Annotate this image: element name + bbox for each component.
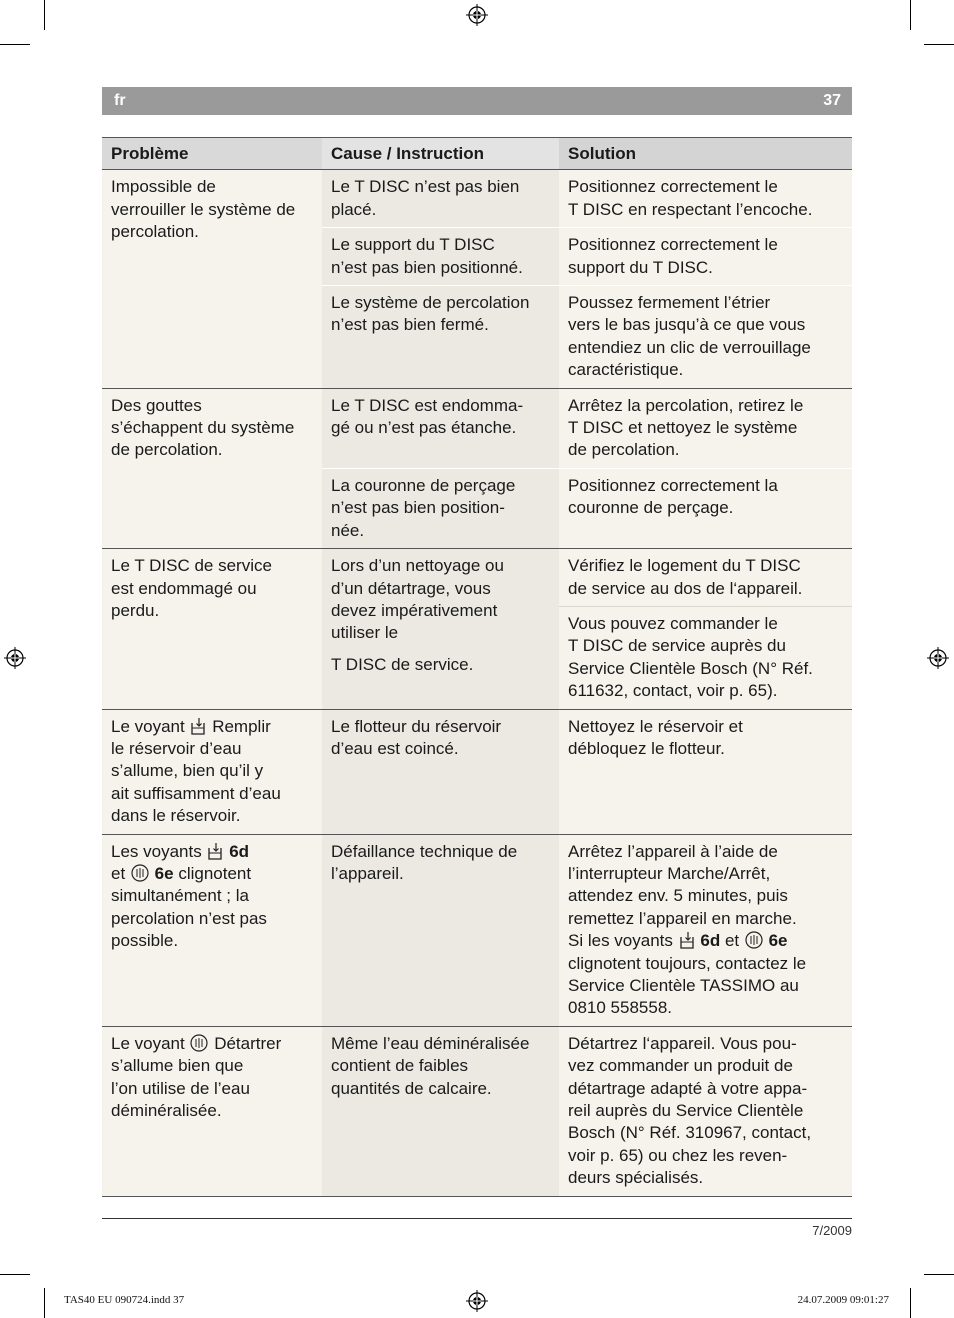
problem-cell: Le voyant Remplir le réservoir d’eau s’allume, bien qu’il y ait suffisamment d’eau dans le réservoir. [102, 709, 322, 834]
cause-cell: Le T DISC n’est pas bien placé. [322, 170, 559, 228]
table-row [102, 170, 852, 228]
solution-cell: Détartrez l‘appareil. Vous pou- vez commander un produit de détartrage adapté à votre appa- reil auprès du Service Clientèle Bosch (N° Réf. 310967, contact, voir p. 65) ou chez les reven- deurs spécialisés. [559, 1026, 852, 1196]
table-header-row [102, 138, 852, 170]
table-row [102, 549, 852, 607]
registration-mark-icon [466, 1290, 488, 1312]
fill-water-tank-icon [679, 931, 695, 949]
problem-cell: Des gouttes s’échappent du système de percolation. [102, 388, 322, 548]
descale-icon [745, 931, 763, 949]
crop-mark [924, 1274, 954, 1275]
cause-cell: Le T DISC est endomma- gé ou n’est pas étanche. [322, 388, 559, 468]
crop-mark [0, 1274, 30, 1275]
table-row [102, 388, 852, 468]
print-slug-filename: TAS40 EU 090724.indd 37 [64, 1294, 185, 1306]
footer-date: 7/2009 [812, 1223, 852, 1238]
crop-mark [924, 44, 954, 45]
page-header-bar [102, 87, 852, 115]
language-code: fr [114, 92, 126, 109]
cause-cell: Le flotteur du réservoir d’eau est coincé. [322, 709, 559, 834]
cause-cell: Le système de percolation n’est pas bien fermé. [322, 286, 559, 389]
cause-cell: Lors d’un nettoyage ou d’un détartrage, vous devez impérativement utiliser le T DISC de service. [322, 549, 559, 709]
problem-cell: Le voyant Détartrer s’allume bien que l’on utilise de l’eau déminéralisée. [102, 1026, 322, 1196]
solution-cell: Vérifiez le logement du T DISC de service au dos de l‘appareil. [559, 549, 852, 607]
solution-cell: Positionnez correctement la couronne de perçage. [559, 468, 852, 548]
table-row [102, 709, 852, 834]
solution-cell: Arrêtez l’appareil à l’aide de l’interrupteur Marche/Arrêt, attendez env. 5 minutes, puis remettez l’appareil en marche. Si les voyants 6d et 6e clignotent toujours, contactez le Service Clientèle TASSIMO au 0810 558558. [559, 834, 852, 1026]
registration-mark-icon [466, 4, 488, 26]
fill-water-tank-icon [207, 842, 223, 860]
crop-mark [0, 44, 30, 45]
cause-cell: Le support du T DISC n’est pas bien positionné. [322, 228, 559, 286]
registration-mark-icon [4, 647, 26, 669]
cause-cell: Défaillance technique de l’appareil. [322, 834, 559, 1026]
page-number: 37 [823, 92, 841, 109]
descale-icon [190, 1034, 208, 1052]
registration-mark-icon [927, 647, 949, 669]
crop-mark [44, 1288, 45, 1318]
cause-cell: Même l’eau déminéralisée contient de faibles quantités de calcaire. [322, 1026, 559, 1196]
print-slug-timestamp: 24.07.2009 09:01:27 [797, 1294, 889, 1306]
solution-cell: Poussez fermement l’étrier vers le bas jusqu’à ce que vous entendiez un clic de verrouillage caractéristique. [559, 286, 852, 389]
solution-cell: Vous pouvez commander le T DISC de service auprès du Service Clientèle Bosch (N° Réf. 611632, contact, voir p. 65). [559, 606, 852, 709]
problem-cell: Les voyants 6d et 6e clignotent simultanément ; la percolation n’est pas possible. [102, 834, 322, 1026]
problem-cell: Impossible de verrouiller le système de percolation. [102, 170, 322, 388]
table-row [102, 1026, 852, 1196]
crop-mark [910, 0, 911, 30]
solution-cell: Nettoyez le réservoir et débloquez le flotteur. [559, 709, 852, 834]
cause-cell: La couronne de perçage n’est pas bien position- née. [322, 468, 559, 548]
column-header-solution: Solution [559, 138, 852, 170]
troubleshooting-table [102, 137, 852, 1197]
solution-cell: Positionnez correctement le T DISC en respectant l’encoche. [559, 170, 852, 228]
problem-cell: Le T DISC de service est endommagé ou perdu. [102, 549, 322, 709]
crop-mark [910, 1288, 911, 1318]
solution-cell: Arrêtez la percolation, retirez le T DISC et nettoyez le système de percolation. [559, 388, 852, 468]
solution-cell: Positionnez correctement le support du T DISC. [559, 228, 852, 286]
column-header-cause: Cause / Instruction [322, 138, 559, 170]
table-row [102, 834, 852, 1026]
crop-mark [44, 0, 45, 30]
fill-water-tank-icon [190, 717, 206, 735]
column-header-problem: Problème [102, 138, 322, 170]
descale-icon [131, 864, 149, 882]
footer-divider [102, 1218, 852, 1219]
